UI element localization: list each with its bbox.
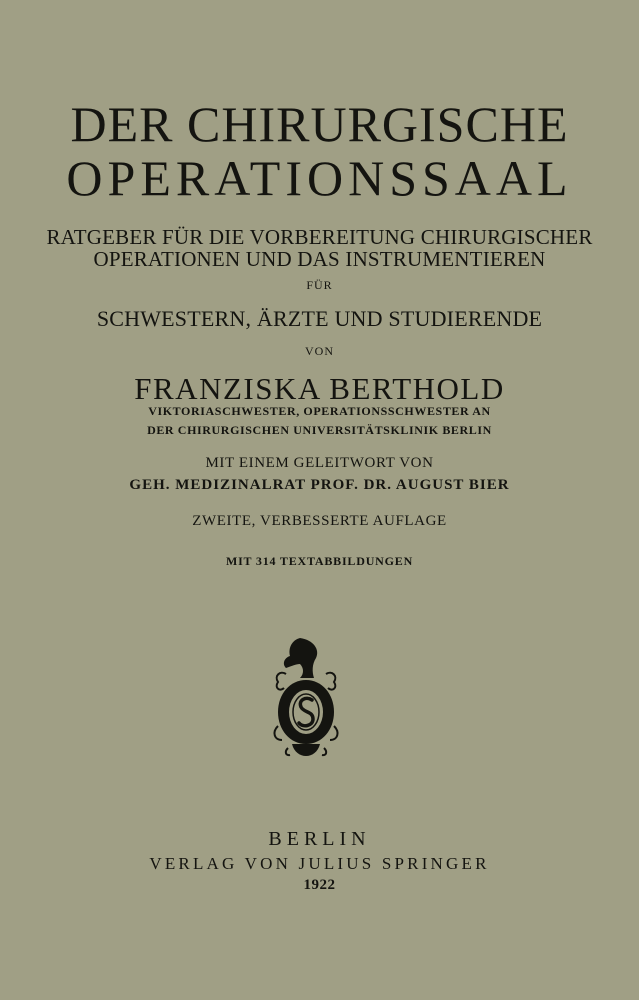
author-role-line-1: VIKTORIASCHWESTER, OPERATIONSSCHWESTER AN bbox=[148, 404, 491, 418]
imprint-year: 1922 bbox=[303, 877, 336, 893]
author-name: FRANZISKA BERTHOLD bbox=[134, 371, 505, 406]
subtitle-line-1: RATGEBER FÜR DIE VORBEREITUNG CHIRURGISCHER bbox=[46, 225, 593, 249]
springer-knight-emblem-icon bbox=[270, 634, 342, 758]
imprint-publisher: VERLAG VON JULIUS SPRINGER bbox=[149, 854, 490, 873]
subtitle-line-2: OPERATIONEN UND DAS INSTRUMENTIEREN bbox=[93, 247, 546, 271]
foreword-line-1: MIT EINEM GELEITWORT VON bbox=[205, 455, 434, 471]
by-label: VON bbox=[305, 344, 334, 358]
author-role-line-2: DER CHIRURGISCHEN UNIVERSITÄTSKLINIK BERLIN bbox=[147, 423, 492, 437]
for-label: FÜR bbox=[306, 278, 333, 292]
imprint-city: BERLIN bbox=[268, 828, 371, 850]
book-title-line-1: DER CHIRURGISCHE bbox=[70, 96, 569, 152]
audience-line: SCHWESTERN, ÄRZTE UND STUDIERENDE bbox=[96, 306, 543, 331]
foreword-line-2: GEH. MEDIZINALRAT PROF. DR. AUGUST BIER bbox=[129, 477, 510, 493]
edition-line: ZWEITE, VERBESSERTE AUFLAGE bbox=[192, 513, 447, 529]
book-title-line-2: OPERATIONSSAAL bbox=[66, 150, 573, 206]
figures-line: MIT 314 TEXTABBILDUNGEN bbox=[225, 554, 414, 568]
